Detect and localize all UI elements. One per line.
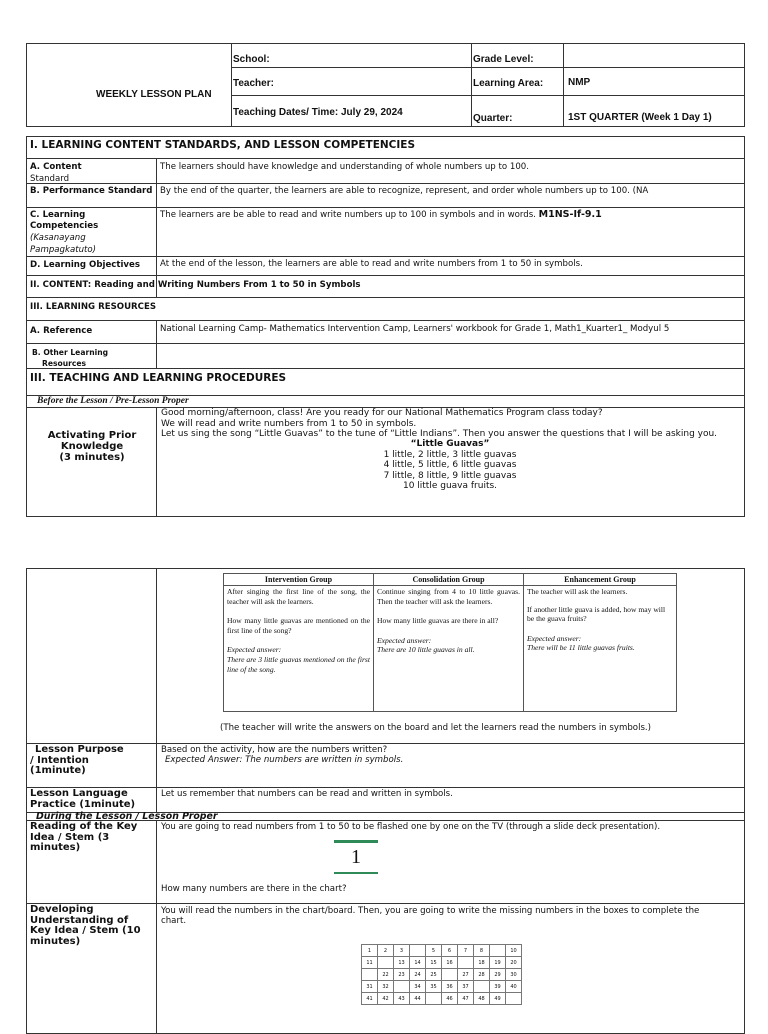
number-chart-cell: 46	[442, 993, 458, 1005]
reading-label-3: minutes)	[30, 842, 81, 853]
before-lesson-label: Before the Lesson / Pre-Lesson Proper	[37, 396, 189, 406]
number-chart-cell: 25	[426, 969, 442, 981]
intervention-text: After singing the first line of the song, the teacher will ask the learners.	[227, 587, 370, 606]
developing-text: You will read the numbers in the chart/board. Then, you are going to write the missing numbers in the boxes to complete the	[161, 906, 700, 916]
number-chart-blank-cell[interactable]	[458, 957, 474, 969]
song-block	[300, 439, 600, 492]
number-chart-cell: 44	[410, 993, 426, 1005]
purpose-label-1: Lesson Purpose	[35, 744, 124, 755]
intervention-expected-answer: There are 3 little guavas mentioned on the first line of the song.	[227, 654, 370, 674]
performance-standard-label: B. Performance Standard	[30, 186, 153, 196]
learning-area-value: NMP	[568, 77, 591, 88]
competency-code: M1NS-If-9.1	[538, 209, 602, 220]
number-chart-cell: 36	[442, 981, 458, 993]
developing-label	[30, 905, 141, 947]
consolidation-header: Consolidation Group	[374, 574, 524, 586]
enhancement-expected-label: Expected answer:	[527, 633, 582, 643]
row-line	[26, 297, 745, 298]
language-label-2: Practice (1minute)	[30, 798, 136, 810]
number-chart-row	[362, 945, 522, 957]
header-divider-v1	[231, 43, 232, 127]
competencies-label: C. Learning	[30, 210, 86, 220]
number-chart-cell: 22	[378, 969, 394, 981]
col-line	[156, 320, 157, 368]
groups-header-row	[224, 574, 677, 586]
number-chart-cell: 37	[458, 981, 474, 993]
number-chart-blank-cell[interactable]	[362, 969, 378, 981]
performance-standard-text: By the end of the quarter, the learners are able to recognize, represent, and order whole numbers up to 100. (NA	[160, 186, 649, 196]
number-chart-blank-cell[interactable]	[442, 969, 458, 981]
page-title: WEEKLY LESSON PLAN	[96, 89, 212, 100]
language-label-1: Lesson Language	[30, 788, 128, 799]
number-chart-cell: 28	[474, 969, 490, 981]
number-chart-blank-cell[interactable]	[474, 981, 490, 993]
during-lesson-label: During the Lesson / Lesson Proper	[36, 811, 218, 822]
number-chart-cell: 1	[362, 945, 378, 957]
number-chart-cell: 31	[362, 981, 378, 993]
intervention-cell	[224, 586, 374, 712]
reading-label	[30, 822, 137, 854]
header-divider-v3	[563, 43, 564, 127]
developing-label-3: Key Idea / Stem (10	[30, 925, 141, 936]
activating-label	[28, 430, 156, 463]
song-line: 7 little, 8 little, 9 little guavas	[383, 470, 517, 481]
other-resources-label-2: Resources	[42, 359, 87, 368]
number-chart-blank-cell[interactable]	[506, 993, 522, 1005]
number-chart-cell: 13	[394, 957, 410, 969]
header-divider-h1	[231, 67, 745, 68]
purpose-label-3: (1minute)	[30, 765, 86, 776]
number-chart-cell: 49	[490, 993, 506, 1005]
reading-question: How many numbers are there in the chart?	[161, 884, 347, 894]
slide-number: 1	[351, 846, 361, 868]
number-chart-cell: 27	[458, 969, 474, 981]
header-divider-h2	[231, 95, 745, 96]
groups-table	[223, 573, 677, 712]
number-chart-cell: 41	[362, 993, 378, 1005]
activating-label-3: (3 minutes)	[59, 452, 125, 463]
number-chart-blank-cell[interactable]	[426, 993, 442, 1005]
col-line	[156, 568, 157, 812]
reading-label-1: Reading of the Key	[30, 821, 138, 832]
content-standard-label-2: Standard	[30, 174, 70, 184]
number-chart-cell: 3	[394, 945, 410, 957]
number-chart-cell: 8	[474, 945, 490, 957]
number-chart-cell: 10	[506, 945, 522, 957]
number-chart-cell: 29	[490, 969, 506, 981]
enhancement-header: Enhancement Group	[524, 574, 677, 586]
consolidation-expected-answer: There are 10 little guavas in all.	[377, 645, 475, 655]
number-chart-blank-cell[interactable]	[378, 957, 394, 969]
col-line	[156, 158, 157, 297]
number-chart-cell: 15	[426, 957, 442, 969]
activating-line: We will read and write numbers from 1 to 50 in symbols.	[161, 418, 417, 429]
teaching-dates-label: Teaching Dates/ Time: July 29, 2024	[233, 107, 403, 118]
number-chart-row	[362, 969, 522, 981]
number-chart	[361, 944, 522, 1005]
section2-heading: II. CONTENT: Reading and Writing Numbers From 1 to 50 in Symbols	[30, 280, 361, 290]
enhancement-cell	[524, 586, 677, 712]
row-line	[26, 256, 745, 257]
number-chart-cell: 42	[378, 993, 394, 1005]
section1-heading: I. LEARNING CONTENT STANDARDS, AND LESSON COMPETENCIES	[30, 139, 416, 151]
number-chart-cell: 19	[490, 957, 506, 969]
number-chart-cell: 14	[410, 957, 426, 969]
groups-body-row	[224, 586, 677, 712]
reading-text: You are going to read numbers from 1 to 50 to be flashed one by one on the TV (through a slide deck presentation).	[161, 822, 661, 832]
row-line	[26, 320, 745, 321]
content-standard-text: The learners should have knowledge and understanding of whole numbers up to 100.	[160, 162, 529, 172]
enhancement-question: If another little guava is added, how may will be the guava fruits?	[527, 604, 666, 624]
col-line	[156, 820, 157, 1034]
content-standard-label: A. Content	[30, 162, 82, 172]
number-chart-cell: 34	[410, 981, 426, 993]
row-line	[26, 183, 745, 184]
row-line	[26, 903, 745, 904]
row-line	[26, 787, 745, 788]
number-chart-cell: 48	[474, 993, 490, 1005]
language-label	[30, 789, 135, 810]
row-line	[26, 158, 745, 159]
number-chart-cell: 40	[506, 981, 522, 993]
developing-label-1: Developing	[30, 904, 94, 915]
intervention-expected-label: Expected answer:	[227, 645, 282, 655]
number-chart-cell: 39	[490, 981, 506, 993]
intervention-question: How many little guavas are mentioned on the first line of the song?	[227, 616, 370, 635]
consolidation-question: How many little guavas are there in all?	[377, 616, 499, 626]
row-line	[26, 207, 745, 208]
number-chart-cell: 30	[506, 969, 522, 981]
consolidation-text: Continue singing from 4 to 10 little guavas. Then the teacher will ask the learners.	[377, 587, 520, 606]
activating-text	[161, 408, 717, 440]
number-chart-cell: 23	[394, 969, 410, 981]
enhancement-expected-answer: There will be 11 little guavas fruits.	[527, 643, 635, 653]
number-chart-cell: 18	[474, 957, 490, 969]
consolidation-cell	[374, 586, 524, 712]
activating-label-2: Knowledge	[60, 441, 124, 452]
competencies-label-4: Pampagkatuto)	[30, 245, 97, 255]
number-chart-row	[362, 957, 522, 969]
reference-label: A. Reference	[30, 326, 93, 336]
number-chart-blank-cell[interactable]	[394, 981, 410, 993]
purpose-label-2: / Intention	[30, 754, 89, 766]
number-chart-row	[362, 993, 522, 1005]
objectives-text: At the end of the lesson, the learners are able to read and write numbers from 1 to 50 in symbols.	[160, 259, 583, 269]
number-chart-cell: 11	[362, 957, 378, 969]
school-label: School:	[233, 54, 270, 65]
song-line: 10 little guava fruits.	[402, 481, 498, 491]
objectives-label: D. Learning Objectives	[30, 260, 140, 270]
number-chart-cell: 47	[458, 993, 474, 1005]
grade-level-label: Grade Level:	[473, 54, 534, 65]
number-chart-blank-cell[interactable]	[490, 945, 506, 957]
intervention-header: Intervention Group	[224, 574, 374, 586]
number-chart-blank-cell[interactable]	[410, 945, 426, 957]
number-chart-cell: 35	[426, 981, 442, 993]
consolidation-expected-label: Expected answer:	[377, 635, 432, 645]
quarter-label: Quarter:	[473, 113, 513, 124]
number-chart-cell: 32	[378, 981, 394, 993]
reading-label-2: Idea / Stem (3	[30, 831, 110, 843]
purpose-label	[30, 745, 124, 777]
row-line	[26, 743, 745, 744]
activating-line: Let us sing the song “Little Guavas” to the tune of “Little Indians”. Then you answer the questions that I will be asking you.	[161, 429, 718, 439]
slide-underline	[334, 872, 378, 874]
song-line: 4 little, 5 little, 6 little guavas	[383, 460, 517, 470]
purpose-question: Based on the activity, how are the numbers written?	[161, 745, 388, 755]
row-line	[26, 275, 745, 276]
developing-text-2: chart.	[161, 916, 187, 926]
purpose-answer: Expected Answer: The numbers are written in symbols.	[165, 755, 404, 765]
section3-heading: III. LEARNING RESOURCES	[30, 302, 157, 312]
number-chart-cell: 6	[442, 945, 458, 957]
teacher-label: Teacher:	[233, 78, 274, 89]
reference-text: National Learning Camp- Mathematics Intervention Camp, Learners' workbook for Grade 1, Math1_Kuarter1_ Modyul 5	[160, 324, 670, 334]
learning-area-label: Learning Area:	[473, 78, 544, 89]
groups-note: (The teacher will write the answers on the board and let the learners read the numbers in symbols.)	[220, 723, 652, 733]
row-line	[26, 343, 745, 344]
number-chart-cell: 7	[458, 945, 474, 957]
developing-label-2: Understanding of	[30, 914, 129, 926]
col-line	[156, 407, 157, 517]
competencies-desc: The learners are be able to read and write numbers up to 100 in symbols and in words.	[160, 210, 536, 220]
header-divider-v2	[471, 43, 472, 127]
number-chart-cell: 16	[442, 957, 458, 969]
quarter-value: 1ST QUARTER (Week 1 Day 1)	[568, 112, 712, 123]
number-chart-row	[362, 981, 522, 993]
competencies-label-3: (Kasanayang	[30, 233, 86, 243]
competencies-label-2: Competencies	[30, 221, 99, 231]
enhancement-text: The teacher will ask the learners.	[527, 587, 628, 596]
language-text: Let us remember that numbers can be read and written in symbols.	[161, 789, 453, 799]
other-resources-label: B. Other Learning	[32, 348, 109, 357]
activating-label-1: Activating Prior	[47, 430, 137, 441]
procedures-heading: III. TEACHING AND LEARNING PROCEDURES	[30, 372, 287, 384]
number-chart-cell: 5	[426, 945, 442, 957]
competencies-text	[160, 209, 602, 220]
number-chart-cell: 24	[410, 969, 426, 981]
activating-line: Good morning/afternoon, class! Are you ready for our National Mathematics Program class today?	[161, 408, 603, 418]
developing-label-4: minutes)	[30, 935, 81, 947]
number-chart-cell: 20	[506, 957, 522, 969]
song-title: “Little Guavas”	[410, 439, 490, 449]
row-line	[26, 368, 745, 369]
number-chart-cell: 2	[378, 945, 394, 957]
number-chart-cell: 43	[394, 993, 410, 1005]
song-line: 1 little, 2 little, 3 little guavas	[383, 449, 517, 460]
slide-card	[334, 840, 378, 874]
